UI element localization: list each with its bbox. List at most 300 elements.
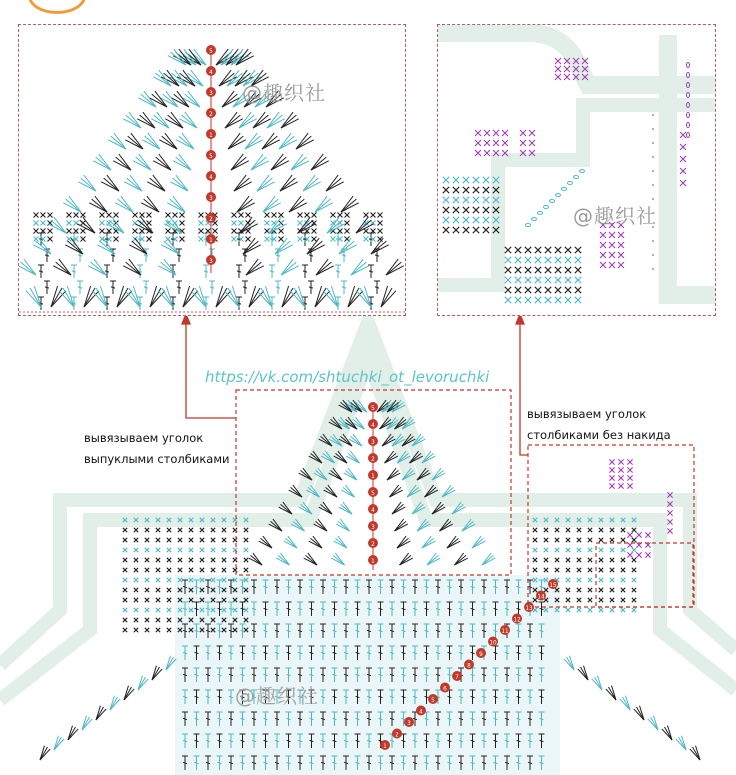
- x-stitch-mark: [555, 287, 561, 293]
- x-stitch-mark: [545, 297, 551, 303]
- x-stitch-mark: [211, 528, 215, 532]
- watermark-main: @趣织社: [235, 684, 319, 708]
- fan-stitch-mark: [262, 133, 274, 149]
- x-stitch-mark: [123, 538, 127, 542]
- x-stitch-mark: [667, 519, 672, 524]
- x-stitch-mark: [621, 608, 625, 612]
- x-stitch-mark: [443, 197, 449, 203]
- x-stitch-mark: [239, 221, 244, 226]
- x-stitch-mark: [544, 548, 548, 552]
- dc-stitch-mark: [236, 265, 242, 278]
- x-stitch-mark: [140, 213, 145, 218]
- x-stitch-mark: [544, 558, 548, 562]
- x-stitch-mark: [555, 58, 561, 64]
- x-stitch-mark: [378, 229, 383, 234]
- x-stitch-mark: [564, 66, 570, 72]
- x-stitch-mark: [555, 297, 561, 303]
- row-number: 5: [209, 154, 213, 160]
- fan-stitch-mark: [231, 154, 243, 170]
- x-stitch-mark: [577, 558, 581, 562]
- x-stitch-mark: [627, 552, 632, 557]
- chain-stitch-mark: [538, 212, 543, 215]
- dc-stitch-mark: [104, 265, 110, 278]
- fan-stitch-mark: [130, 175, 142, 191]
- x-stitch-mark: [199, 237, 204, 242]
- x-stitch-mark: [244, 548, 248, 552]
- row-number: 7: [455, 675, 459, 681]
- x-stitch-mark: [565, 277, 571, 283]
- row-number: 5: [209, 49, 213, 55]
- fan-stitch-mark: [119, 154, 131, 170]
- fan-stitch-mark: [131, 133, 143, 149]
- fan-stitch-mark: [148, 133, 160, 149]
- x-stitch-mark: [618, 475, 623, 480]
- fan-stitch-mark: [291, 154, 303, 170]
- x-stitch-mark: [610, 558, 614, 562]
- x-stitch-mark: [473, 217, 479, 223]
- x-stitch-mark: [484, 130, 490, 136]
- x-stitch-mark: [566, 578, 570, 582]
- fan-stitch-mark: [281, 259, 293, 275]
- x-stitch-mark: [577, 578, 581, 582]
- fan-stitch-mark: [280, 175, 292, 191]
- x-stitch-mark: [279, 237, 284, 242]
- x-stitch-mark: [133, 213, 138, 218]
- x-stitch-mark: [609, 242, 615, 248]
- x-stitch-mark: [134, 538, 138, 542]
- x-stitch-mark: [338, 213, 343, 218]
- watermark-right: @趣织社: [573, 204, 657, 228]
- dc-stitch-mark: [77, 281, 83, 294]
- x-stitch-mark: [525, 277, 531, 283]
- row-number: 3: [407, 721, 411, 727]
- x-stitch-mark: [279, 229, 284, 234]
- note-right-line-2: столбиками без накида: [527, 428, 671, 442]
- x-stitch-mark: [48, 229, 53, 234]
- right-detail-chart: [438, 25, 715, 315]
- x-stitch-mark: [575, 257, 581, 263]
- x-stitch-mark: [133, 229, 138, 234]
- x-stitch-mark: [533, 548, 537, 552]
- fan-stitch-mark: [296, 133, 308, 149]
- x-stitch-mark: [463, 227, 469, 233]
- x-stitch-mark: [145, 588, 149, 592]
- x-stitch-mark: [621, 578, 625, 582]
- x-stitch-mark: [535, 287, 541, 293]
- x-stitch-mark: [134, 528, 138, 532]
- x-stitch-mark: [566, 568, 570, 572]
- x-stitch-mark: [609, 483, 614, 488]
- x-stitch-mark: [156, 538, 160, 542]
- x-stitch-mark: [463, 187, 469, 193]
- x-stitch-mark: [166, 213, 171, 218]
- x-stitch-mark: [484, 140, 490, 146]
- x-stitch-mark: [667, 510, 672, 515]
- x-stitch-mark: [134, 588, 138, 592]
- row-number: 4: [209, 70, 213, 76]
- x-stitch-mark: [265, 221, 270, 226]
- fan-stitch-mark: [279, 133, 291, 149]
- fan-stitch-mark: [341, 196, 353, 212]
- fan-stitch-mark: [155, 91, 167, 107]
- x-stitch-mark: [610, 608, 614, 612]
- x-stitch-mark: [566, 558, 570, 562]
- x-stitch-mark: [371, 213, 376, 218]
- x-stitch-mark: [244, 538, 248, 542]
- x-stitch-mark: [244, 558, 248, 562]
- x-stitch-mark: [610, 588, 614, 592]
- x-stitch-mark: [505, 277, 511, 283]
- x-stitch-mark: [600, 262, 606, 268]
- note-right-line-1: вывязываем уголок: [527, 407, 647, 421]
- x-stitch-mark: [577, 568, 581, 572]
- x-stitch-mark: [535, 277, 541, 283]
- x-stitch-mark: [199, 213, 204, 218]
- x-stitch-mark: [167, 628, 171, 632]
- x-stitch-mark: [636, 532, 641, 537]
- dc-stitch-mark: [269, 265, 275, 278]
- x-stitch-mark: [41, 221, 46, 226]
- x-stitch-mark: [145, 628, 149, 632]
- x-stitch-mark: [535, 247, 541, 253]
- fan-stitch-mark: [263, 196, 275, 212]
- fan-stitch-mark: [164, 259, 176, 275]
- row-number: 4: [209, 175, 213, 181]
- x-stitch-mark: [632, 548, 636, 552]
- dot-mark: [652, 184, 654, 186]
- x-stitch-mark: [167, 538, 171, 542]
- x-stitch-mark: [272, 213, 277, 218]
- x-stitch-mark: [145, 538, 149, 542]
- x-stitch-mark: [156, 588, 160, 592]
- fan-stitch-mark: [326, 175, 338, 191]
- x-stitch-mark: [565, 267, 571, 273]
- chain-stitch-mark: [556, 194, 561, 197]
- x-stitch-mark: [156, 598, 160, 602]
- x-stitch-mark: [147, 213, 152, 218]
- row-number: 8: [467, 663, 471, 670]
- x-stitch-mark: [555, 558, 559, 562]
- x-stitch-mark: [100, 213, 105, 218]
- band-shape: [668, 35, 715, 295]
- x-stitch-mark: [505, 247, 511, 253]
- x-stitch-mark: [575, 287, 581, 293]
- row-number: 11: [501, 629, 509, 635]
- dc-stitch-mark: [209, 281, 215, 294]
- x-stitch-mark: [588, 598, 592, 602]
- x-stitch-mark: [632, 568, 636, 572]
- chain-stitch-mark: [687, 123, 690, 128]
- fan-stitch-mark: [165, 133, 177, 149]
- x-stitch-mark: [545, 277, 551, 283]
- chain-stitch-mark: [544, 206, 549, 209]
- x-stitch-mark: [180, 213, 185, 218]
- fan-stitch-mark: [173, 196, 185, 212]
- x-stitch-mark: [621, 588, 625, 592]
- note-left: [84, 428, 229, 470]
- x-stitch-mark: [156, 558, 160, 562]
- x-stitch-mark: [545, 267, 551, 273]
- x-stitch-mark: [364, 237, 369, 242]
- x-stitch-mark: [41, 213, 46, 218]
- x-stitch-mark: [599, 578, 603, 582]
- x-stitch-mark: [505, 267, 511, 273]
- x-stitch-mark: [533, 538, 537, 542]
- x-stitch-mark: [627, 532, 632, 537]
- x-stitch-mark: [199, 221, 204, 226]
- x-stitch-mark: [565, 257, 571, 263]
- x-stitch-mark: [81, 213, 86, 218]
- fan-stitch-mark: [95, 196, 107, 212]
- vk-link[interactable]: https://vk.com/shtuchki_ot_levoruchki: [205, 368, 490, 386]
- fan-stitch-mark: [316, 259, 328, 275]
- x-stitch-mark: [588, 608, 592, 612]
- x-stitch-mark: [588, 558, 592, 562]
- x-stitch-mark: [621, 528, 625, 532]
- x-stitch-mark: [167, 618, 171, 622]
- x-stitch-mark: [599, 528, 603, 532]
- x-stitch-mark: [145, 578, 149, 582]
- x-stitch-mark: [67, 229, 72, 234]
- x-stitch-mark: [588, 548, 592, 552]
- x-stitch-mark: [200, 548, 204, 552]
- x-stitch-mark: [211, 548, 215, 552]
- x-stitch-mark: [443, 227, 449, 233]
- x-stitch-mark: [178, 548, 182, 552]
- row-number: 1: [209, 238, 213, 244]
- x-stitch-mark: [123, 608, 127, 612]
- x-stitch-mark: [298, 221, 303, 226]
- fan-stitch-mark: [59, 259, 71, 275]
- x-stitch-mark: [566, 528, 570, 532]
- x-stitch-mark: [199, 229, 204, 234]
- fan-stitch-mark: [315, 196, 327, 212]
- x-stitch-mark: [67, 221, 72, 226]
- x-stitch-mark: [222, 558, 226, 562]
- x-stitch-mark: [555, 277, 561, 283]
- x-stitch-mark: [502, 140, 508, 146]
- row-number: 5: [371, 491, 375, 497]
- x-stitch-mark: [48, 237, 53, 242]
- row-number: 15: [549, 583, 557, 589]
- x-stitch-mark: [123, 558, 127, 562]
- fan-stitch-mark: [222, 91, 234, 107]
- fan-stitch-mark: [289, 196, 301, 212]
- x-stitch-mark: [189, 528, 193, 532]
- dc-stitch-mark: [143, 281, 149, 294]
- x-stitch-mark: [364, 213, 369, 218]
- chain-stitch-mark: [532, 218, 537, 221]
- fan-stitch-mark: [228, 133, 240, 149]
- row-number: 3: [209, 91, 213, 97]
- fan-stitch-mark: [271, 154, 283, 170]
- x-stitch-mark: [279, 213, 284, 218]
- x-stitch-mark: [599, 588, 603, 592]
- x-stitch-mark: [609, 467, 614, 472]
- x-stitch-mark: [535, 267, 541, 273]
- x-stitch-mark: [609, 475, 614, 480]
- x-stitch-mark: [610, 538, 614, 542]
- x-stitch-mark: [627, 459, 632, 464]
- x-stitch-mark: [167, 558, 171, 562]
- x-stitch-mark: [134, 578, 138, 582]
- x-stitch-mark: [453, 197, 459, 203]
- x-stitch-mark: [167, 588, 171, 592]
- x-stitch-mark: [167, 528, 171, 532]
- dc-stitch-mark: [71, 265, 77, 278]
- x-stitch-mark: [533, 528, 537, 532]
- dot-mark: [652, 114, 654, 116]
- x-stitch-mark: [555, 538, 559, 542]
- x-stitch-mark: [621, 568, 625, 572]
- x-stitch-mark: [134, 608, 138, 612]
- x-stitch-mark: [312, 229, 317, 234]
- chain-stitch-mark: [562, 188, 567, 191]
- x-stitch-mark: [555, 548, 559, 552]
- fan-stitch-mark: [99, 154, 111, 170]
- x-stitch-mark: [265, 213, 270, 218]
- x-stitch-mark: [145, 548, 149, 552]
- x-stitch-mark: [645, 532, 650, 537]
- x-stitch-mark: [609, 252, 615, 258]
- x-stitch-mark: [555, 74, 561, 80]
- row-number: 12: [513, 617, 521, 624]
- x-stitch-mark: [520, 140, 526, 146]
- x-stitch-mark: [156, 608, 160, 612]
- x-stitch-mark: [145, 598, 149, 602]
- x-stitch-mark: [564, 74, 570, 80]
- chain-stitch-mark: [687, 133, 690, 138]
- row-number: 3: [371, 440, 375, 446]
- row-number: 3: [209, 259, 213, 265]
- x-stitch-mark: [632, 528, 636, 532]
- x-stitch-mark: [483, 187, 489, 193]
- fan-stitch-mark: [159, 154, 171, 170]
- x-stitch-mark: [453, 227, 459, 233]
- x-stitch-mark: [632, 588, 636, 592]
- x-stitch-mark: [555, 568, 559, 572]
- x-stitch-mark: [34, 221, 39, 226]
- row-number: 10: [489, 640, 497, 647]
- x-stitch-mark: [621, 598, 625, 602]
- x-stitch-mark: [575, 277, 581, 283]
- note-left-line-2: выпуклыми столбиками: [84, 452, 230, 466]
- x-stitch-mark: [515, 257, 521, 263]
- x-stitch-mark: [134, 598, 138, 602]
- dc-stitch-mark: [38, 265, 44, 278]
- x-stitch-mark: [621, 558, 625, 562]
- x-stitch-mark: [443, 217, 449, 223]
- x-stitch-mark: [577, 528, 581, 532]
- x-stitch-mark: [156, 578, 160, 582]
- x-stitch-mark: [147, 237, 152, 242]
- x-stitch-mark: [246, 213, 251, 218]
- x-stitch-mark: [167, 578, 171, 582]
- x-stitch-mark: [173, 213, 178, 218]
- x-stitch-mark: [535, 257, 541, 263]
- x-stitch-mark: [599, 608, 603, 612]
- x-stitch-mark: [483, 177, 489, 183]
- x-stitch-mark: [632, 608, 636, 612]
- x-stitch-mark: [67, 213, 72, 218]
- x-stitch-mark: [545, 287, 551, 293]
- x-stitch-mark: [453, 217, 459, 223]
- x-stitch-mark: [211, 538, 215, 542]
- x-stitch-mark: [680, 132, 686, 138]
- x-stitch-mark: [627, 467, 632, 472]
- x-stitch-mark: [200, 568, 204, 572]
- x-stitch-mark: [345, 213, 350, 218]
- x-stitch-mark: [34, 213, 39, 218]
- dot-mark: [652, 268, 654, 270]
- x-stitch-mark: [632, 578, 636, 582]
- x-stitch-mark: [515, 287, 521, 293]
- x-stitch-mark: [599, 538, 603, 542]
- fan-stitch-mark: [245, 133, 257, 149]
- x-stitch-mark: [555, 247, 561, 253]
- x-stitch-mark: [156, 528, 160, 532]
- dc-stitch-mark: [302, 265, 308, 278]
- x-stitch-mark: [618, 467, 623, 472]
- fan-stitch-mark: [234, 175, 246, 191]
- x-stitch-mark: [123, 568, 127, 572]
- x-stitch-mark: [667, 528, 672, 533]
- x-stitch-mark: [473, 227, 479, 233]
- fan-stitch-mark: [351, 259, 363, 275]
- x-stitch-mark: [566, 608, 570, 612]
- x-stitch-mark: [525, 257, 531, 263]
- x-stitch-mark: [145, 618, 149, 622]
- x-stitch-mark: [134, 548, 138, 552]
- x-stitch-mark: [627, 475, 632, 480]
- x-stitch-mark: [114, 237, 119, 242]
- x-stitch-mark: [244, 528, 248, 532]
- x-stitch-mark: [443, 187, 449, 193]
- row-number: 4: [371, 423, 375, 429]
- x-stitch-mark: [167, 548, 171, 552]
- x-stitch-mark: [34, 229, 39, 234]
- fan-stitch-mark: [176, 175, 188, 191]
- x-stitch-mark: [200, 558, 204, 562]
- x-stitch-mark: [610, 528, 614, 532]
- x-stitch-mark: [520, 130, 526, 136]
- x-stitch-mark: [100, 229, 105, 234]
- x-stitch-mark: [298, 237, 303, 242]
- x-stitch-mark: [67, 237, 72, 242]
- x-stitch-mark: [493, 140, 499, 146]
- dot-mark: [652, 128, 654, 130]
- x-stitch-mark: [473, 197, 479, 203]
- row-number: 2: [371, 542, 375, 548]
- x-stitch-mark: [577, 548, 581, 552]
- x-stitch-mark: [575, 247, 581, 253]
- fan-stitch-mark: [54, 217, 66, 233]
- x-stitch-mark: [331, 237, 336, 242]
- x-stitch-mark: [232, 237, 237, 242]
- x-stitch-mark: [473, 177, 479, 183]
- x-stitch-mark: [475, 140, 481, 146]
- dc-stitch-mark: [275, 281, 281, 294]
- row-number: 2: [209, 112, 213, 118]
- dc-stitch-mark: [335, 265, 341, 278]
- x-stitch-mark: [566, 588, 570, 592]
- fan-stitch-mark: [94, 259, 106, 275]
- x-stitch-mark: [525, 267, 531, 273]
- fan-stitch-mark: [225, 112, 237, 128]
- x-stitch-mark: [305, 213, 310, 218]
- row-number: 3: [371, 525, 375, 531]
- x-stitch-mark: [565, 247, 571, 253]
